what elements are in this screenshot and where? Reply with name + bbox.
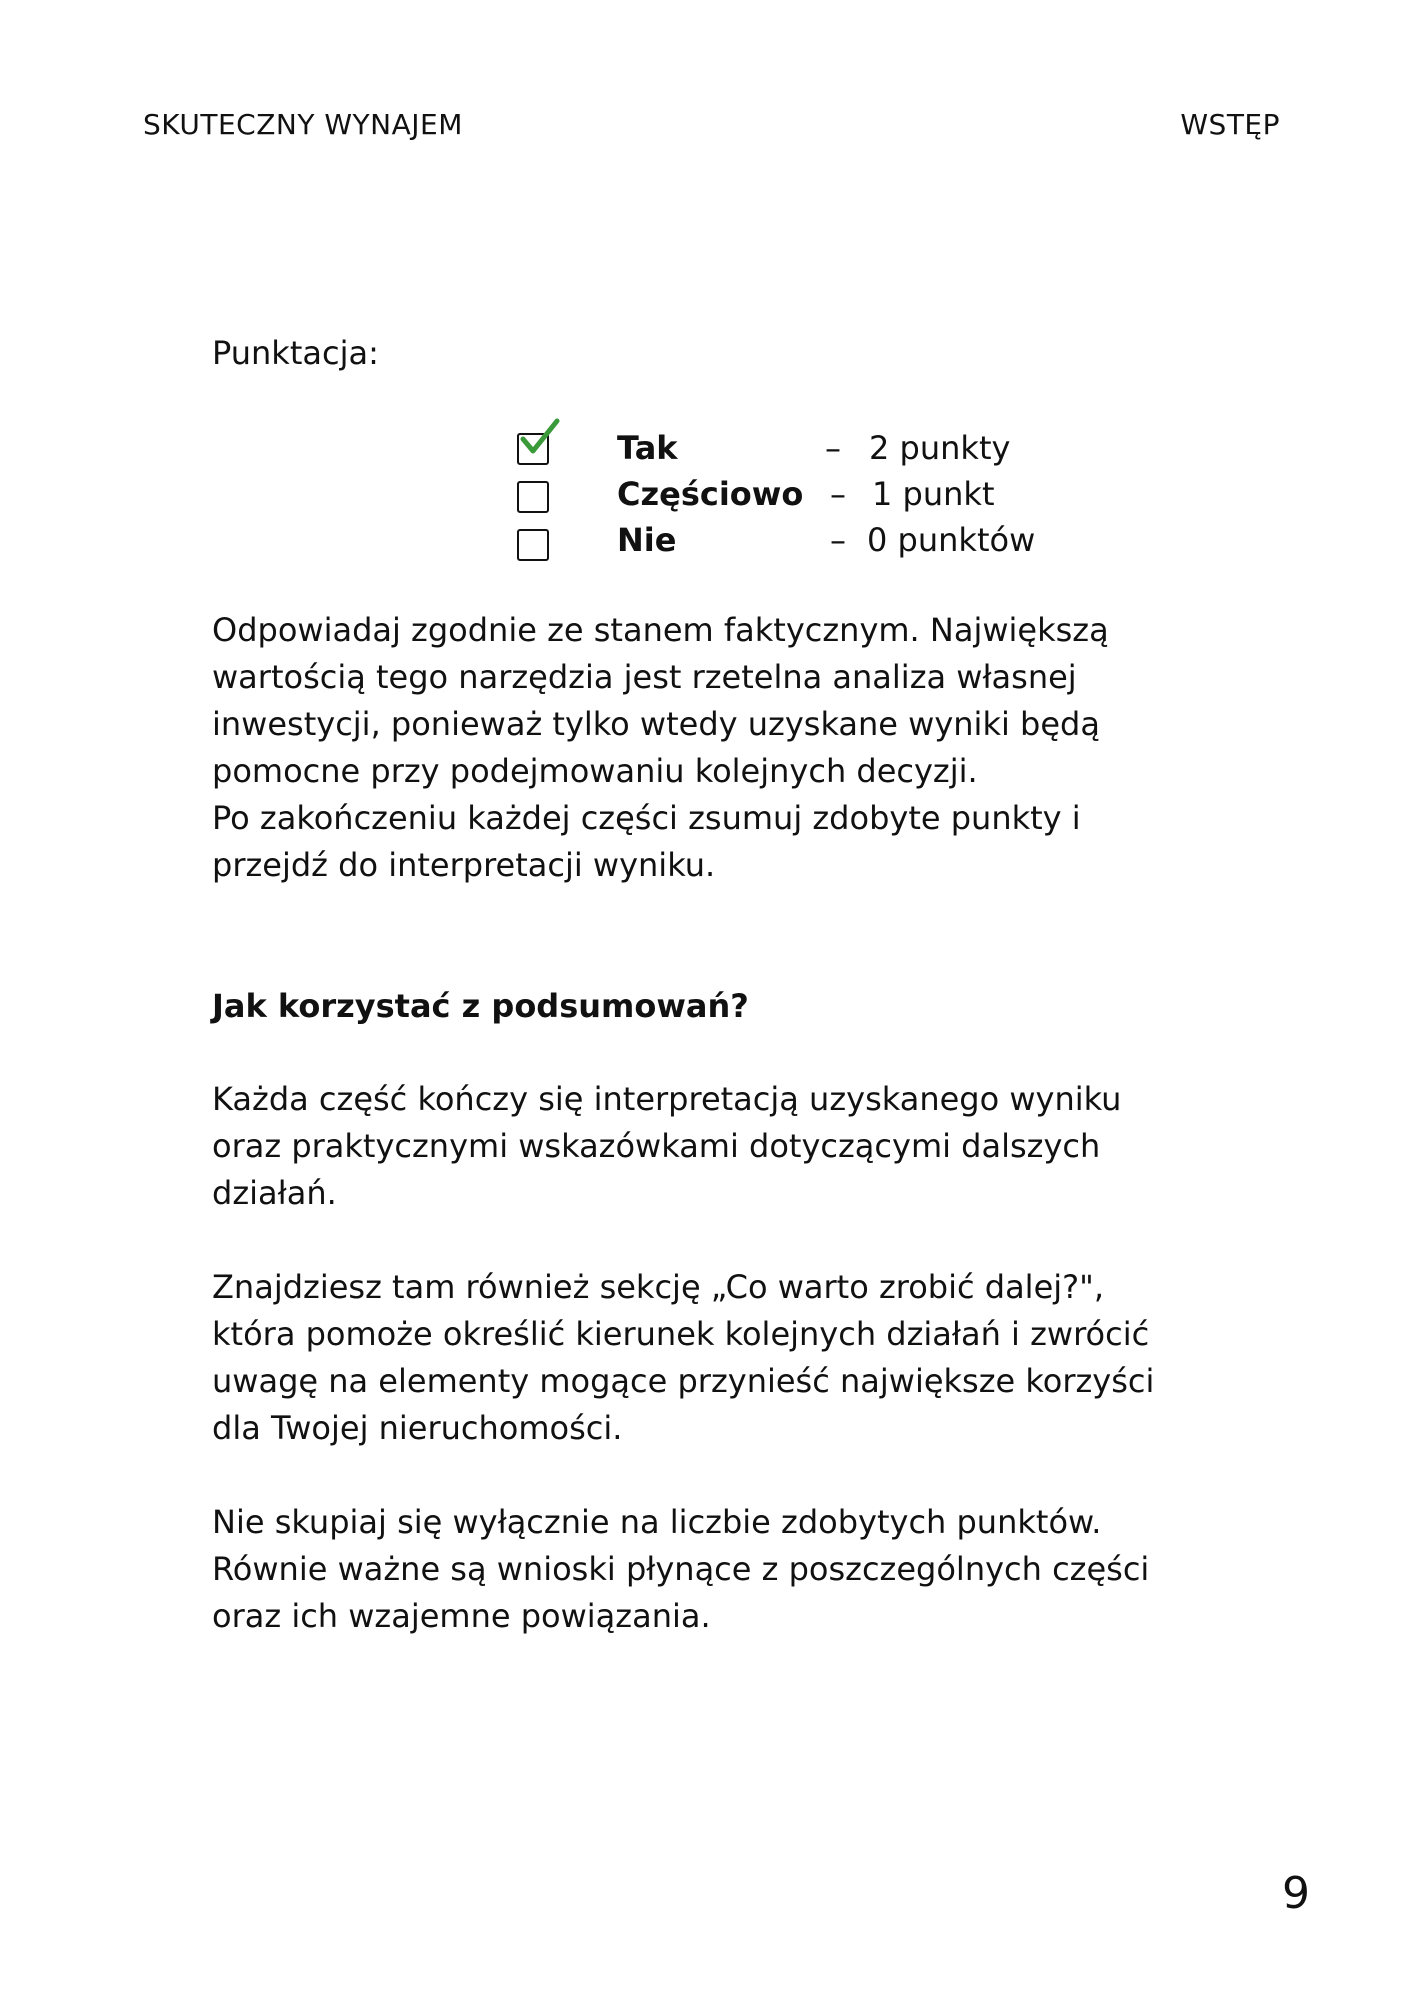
text-line: która pomoże określić kierunek kolejnych działań i zwrócić (212, 1315, 1150, 1353)
checkmark-icon (515, 417, 563, 465)
page-content (212, 330, 1212, 1640)
scoring-row-label: Tak (617, 429, 678, 467)
paragraph-gap (212, 1452, 1212, 1499)
scoring-label: Punktacja: (212, 334, 379, 372)
text-line: dla Twojej nieruchomości. (212, 1409, 623, 1447)
section-heading: Jak korzystać z podsumowań? (212, 987, 749, 1025)
scoring-row-label: Częściowo (617, 475, 804, 513)
scoring-row-points: 2 punkty (869, 429, 1011, 467)
text-line: Równie ważne są wnioski płynące z poszczególnych części (212, 1550, 1150, 1588)
text-line: Po zakończeniu każdej części zsumuj zdobyte punkty i (212, 799, 1081, 837)
page-number: 9 (1282, 1868, 1310, 1919)
text-line: Każda część kończy się interpretacją uzyskanego wyniku (212, 1080, 1122, 1118)
scoring-row-label: Nie (617, 521, 677, 559)
scoring-row-points: 1 punkt (872, 475, 995, 513)
scoring-row-yes (517, 425, 1117, 471)
text-line: Odpowiadaj zgodnie ze stanem faktycznym. Największą (212, 611, 1109, 649)
scoring-row-partial (517, 471, 1117, 517)
text-line: inwestycji, ponieważ tylko wtedy uzyskane wyniki będą (212, 705, 1100, 743)
scoring-row-points: 0 punktów (867, 521, 1036, 559)
scoring-row-no (517, 517, 1117, 563)
text-line: działań. (212, 1174, 337, 1212)
text-line: wartością tego narzędzia jest rzetelna analiza własnej (212, 658, 1077, 696)
text-line: pomocne przy podejmowaniu kolejnych decyzji. (212, 752, 978, 790)
intro-paragraph (212, 607, 1212, 889)
running-header-section: WSTĘP (1180, 108, 1280, 141)
checkbox-empty (517, 481, 549, 513)
text-line: Znajdziesz tam również sekcję „Co warto zrobić dalej?", (212, 1268, 1105, 1306)
running-header-title: SKUTECZNY WYNAJEM (143, 108, 463, 141)
text-line: Nie skupiaj się wyłącznie na liczbie zdobytych punktów. (212, 1503, 1102, 1541)
summary-paragraph-2 (212, 1264, 1212, 1452)
paragraph-gap (212, 1217, 1212, 1264)
text-line: uwagę na elementy mogące przynieść największe korzyści (212, 1362, 1155, 1400)
scoring-row-dash: – (830, 521, 846, 559)
text-line: oraz praktycznymi wskazówkami dotyczącymi dalszych (212, 1127, 1101, 1165)
summary-paragraph-1 (212, 1076, 1212, 1217)
checkbox-empty (517, 529, 549, 561)
text-line: oraz ich wzajemne powiązania. (212, 1597, 711, 1635)
scoring-row-dash: – (825, 429, 841, 467)
text-line: przejdź do interpretacji wyniku. (212, 846, 716, 884)
summary-paragraph-3 (212, 1499, 1212, 1640)
scoring-row-dash: – (830, 475, 846, 513)
scoring-legend (517, 425, 1212, 575)
